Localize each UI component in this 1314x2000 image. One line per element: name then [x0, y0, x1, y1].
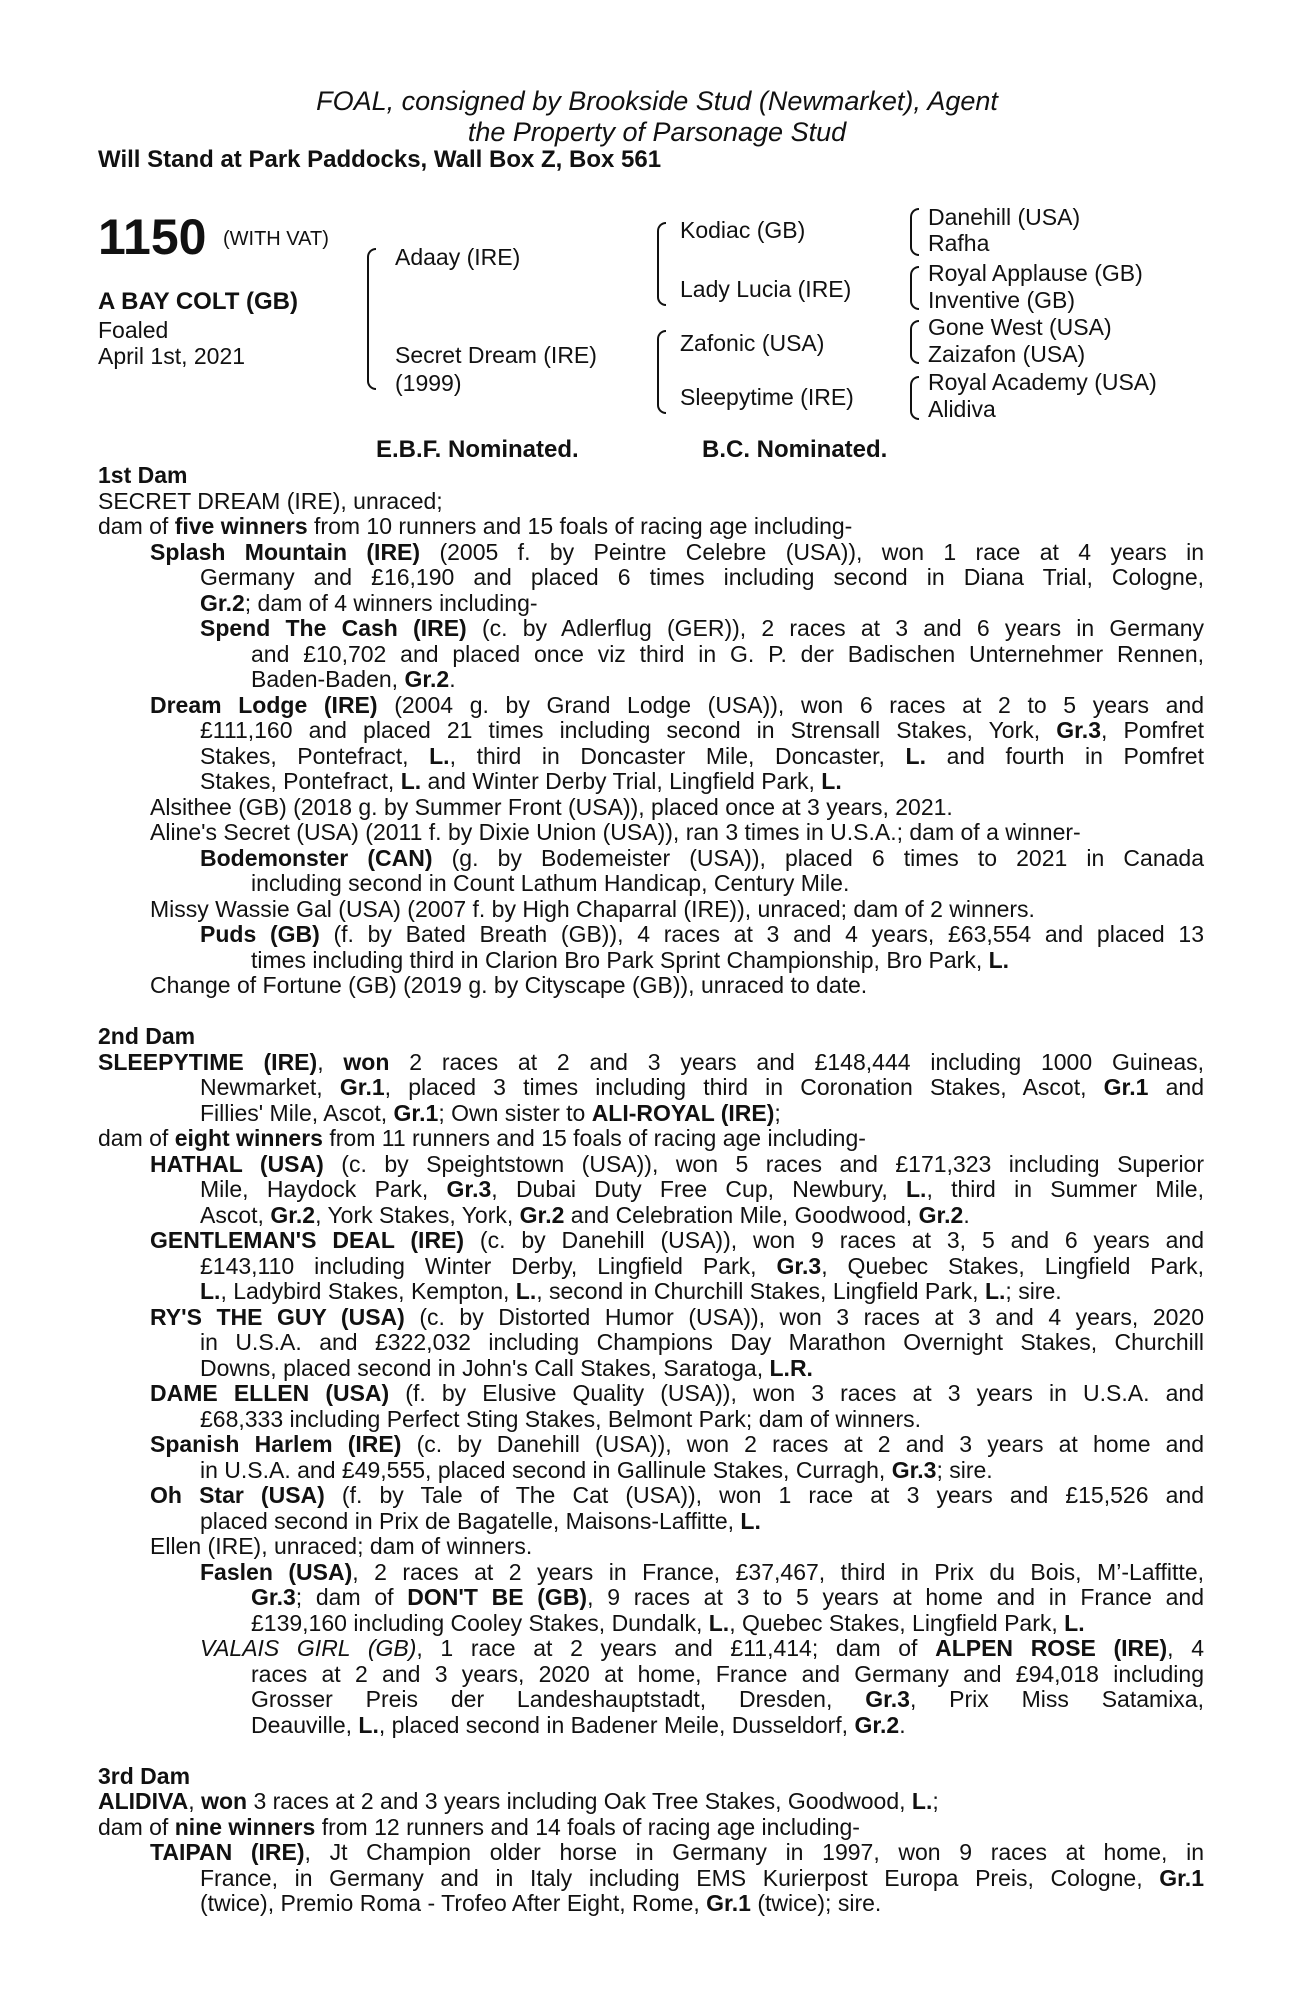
pedigree-sire-dam: Lady Lucia (IRE)	[680, 276, 852, 302]
pedigree-sire: Adaay (IRE)	[395, 244, 521, 270]
text-line: L., Ladybird Stakes, Kempton, L., second in Churchill Stakes, Lingfield Park, L.; sire.	[200, 1278, 1062, 1304]
pedigree-sire-sire: Kodiac (GB)	[680, 217, 806, 243]
pedigree-sdd: Inventive (GB)	[928, 287, 1075, 313]
pedigree-dam-dam: Sleepytime (IRE)	[680, 384, 854, 410]
first-dam-section	[98, 463, 1204, 999]
text-line: Gr.3; dam of DON'T BE (GB), 9 races at 3 to 5 years at home and in France and	[251, 1584, 1205, 1610]
pedigree-sss: Danehill (USA)	[928, 204, 1081, 230]
text-line: Fillies' Mile, Ascot, Gr.1; Own sister to ALI-ROYAL (IRE);	[200, 1099, 781, 1126]
text-line: SLEEPYTIME (IRE), won 2 races at 2 and 3 years and £148,444 including 1000 Guineas,	[98, 1048, 1205, 1075]
text-line: including second in Count Lathum Handicap, Century Mile.	[251, 870, 850, 896]
text-line: Baden-Baden, Gr.2.	[251, 666, 456, 692]
text-line: Ascot, Gr.2, York Stakes, York, Gr.2 and Celebration Mile, Goodwood, Gr.2.	[200, 1201, 970, 1228]
text-line: Change of Fortune (GB) (2019 g. by Cityscape (GB)), unraced to date.	[150, 972, 868, 998]
text-line: £143,110 including Winter Derby, Lingfield Park, Gr.3, Quebec Stakes, Lingfield Park,	[200, 1252, 1204, 1279]
pedigree-ssd: Rafha	[928, 230, 990, 256]
third-dam-section	[98, 1764, 1204, 1917]
pedigree-dam-sire: Zafonic (USA)	[680, 330, 825, 356]
text-line: Bodemonster (CAN) (g. by Bodemeister (USA)), placed 6 times to 2021 in Canada	[200, 844, 1204, 871]
second-dam-section	[98, 1024, 1204, 1738]
text-line: Stakes, Pontefract, L. and Winter Derby Trial, Lingfield Park, L.	[200, 768, 842, 794]
pedigree-dam-year: (1999)	[395, 370, 462, 396]
text-line: HATHAL (USA) (c. by Speightstown (USA)), won 5 races and £171,323 including Superior	[150, 1150, 1205, 1177]
text-line: Germany and £16,190 and placed 6 times including second in Diana Trial, Cologne,	[200, 564, 1204, 590]
text-line: Faslen (USA), 2 races at 2 years in France, £37,467, third in Prix du Bois, M’-Laffitte,	[200, 1558, 1204, 1585]
text-line: Stakes, Pontefract, L., third in Doncaster Mile, Doncaster, L. and fourth in Pomfret	[200, 742, 1204, 769]
pedigree-dds: Royal Academy (USA)	[928, 369, 1157, 395]
text-line: Spanish Harlem (IRE) (c. by Danehill (USA)), won 2 races at 2 and 3 years at home and	[150, 1431, 1205, 1457]
lot-description: A BAY COLT (GB)	[98, 288, 299, 315]
pedigree-sds: Royal Applause (GB)	[928, 260, 1143, 286]
text-line: Mile, Haydock Park, Gr.3, Dubai Duty Free Cup, Newbury, L., third in Summer Mile,	[200, 1176, 1204, 1202]
text-line: £68,333 including Perfect Sting Stakes, Belmont Park; dam of winners.	[200, 1405, 922, 1432]
text-line: placed second in Prix de Bagatelle, Maisons-Laffitte, L.	[200, 1507, 761, 1534]
text-line: France, in Germany and in Italy including EMS Kurierpost Europa Preis, Cologne, Gr.1	[200, 1864, 1204, 1891]
pedigree-dsd: Zaizafon (USA)	[928, 341, 1086, 367]
text-line: Alsithee (GB) (2018 g. by Summer Front (USA)), placed once at 3 years, 2021.	[150, 793, 953, 820]
text-line: Puds (GB) (f. by Bated Breath (GB)), 4 races at 3 and 4 years, £63,554 and placed 13	[200, 921, 1204, 947]
text-line: £111,160 and placed 21 times including second in Strensall Stakes, York, Gr.3, Pomfret	[200, 717, 1204, 743]
brace-gen3-4	[910, 376, 919, 420]
foaled-label: Foaled	[98, 317, 169, 343]
text-line: Newmarket, Gr.1, placed 3 times including third in Coronation Stakes, Ascot, Gr.1 and	[200, 1074, 1204, 1100]
brace-gen3-2	[910, 266, 919, 310]
foaled-date: April 1st, 2021	[98, 343, 246, 369]
text-line: in U.S.A. and £49,555, placed second in Gallinule Stakes, Curragh, Gr.3; sire.	[200, 1456, 993, 1483]
text-line: Splash Mountain (IRE) (2005 f. by Peintre Celebre (USA)), won 1 race at 4 years in	[150, 538, 1204, 565]
catalogue-body	[98, 463, 1204, 1917]
section-heading: 1st Dam	[98, 462, 188, 488]
header-line-2: the Property of Parsonage Stud	[467, 117, 847, 147]
pedigree-ddd: Alidiva	[928, 396, 996, 422]
text-line: £139,160 including Cooley Stakes, Dundalk, L., Quebec Stakes, Lingfield Park, L.	[251, 1609, 1085, 1636]
text-line: Missy Wassie Gal (USA) (2007 f. by High Chaparral (IRE)), unraced; dam of 2 winners.	[150, 895, 1035, 922]
text-line: Aline's Secret (USA) (2011 f. by Dixie Union (USA)), ran 3 times in U.S.A.; dam of a winner-	[150, 819, 1081, 845]
text-line: (twice), Premio Roma - Trofeo After Eight, Rome, Gr.1 (twice); sire.	[200, 1890, 882, 1916]
text-line: SECRET DREAM (IRE), unraced;	[98, 487, 443, 514]
brace-sire-dam	[367, 248, 376, 390]
text-line: Gr.2; dam of 4 winners including-	[200, 589, 538, 616]
text-line: Grosser Preis der Landeshauptstadt, Dresden, Gr.3, Prix Miss Satamixa,	[251, 1686, 1204, 1712]
header-line-1: FOAL, consigned by Brookside Stud (Newmarket), Agent	[316, 86, 998, 116]
brace-gen3-1	[910, 208, 919, 256]
text-line: and £10,702 and placed once viz third in G. P. der Badischen Unternehmer Rennen,	[251, 640, 1204, 667]
section-heading: 2nd Dam	[98, 1023, 196, 1049]
text-line: GENTLEMAN'S DEAL (IRE) (c. by Danehill (USA)), won 9 races at 3, 5 and 6 years and	[150, 1227, 1204, 1253]
text-line: races at 2 and 3 years, 2020 at home, France and Germany and £94,018 including	[251, 1660, 1204, 1687]
text-line: DAME ELLEN (USA) (f. by Elusive Quality (USA)), won 3 races at 3 years in U.S.A. and	[150, 1380, 1204, 1406]
text-line: Oh Star (USA) (f. by Tale of The Cat (USA)), won 1 race at 3 years and £15,526 and	[150, 1482, 1204, 1508]
text-line: dam of eight winners from 11 runners and 15 foals of racing age including-	[98, 1125, 866, 1151]
stand-location: Will Stand at Park Paddocks, Wall Box Z, Box 561	[98, 146, 662, 173]
ebf-nominated: E.B.F. Nominated.	[376, 436, 579, 463]
text-line: times including third in Clarion Bro Park Sprint Championship, Bro Park, L.	[251, 946, 1010, 973]
bc-nominated: B.C. Nominated.	[702, 436, 888, 463]
text-line: ALIDIVA, won 3 races at 2 and 3 years including Oak Tree Stakes, Goodwood, L.;	[98, 1788, 939, 1814]
text-line: TAIPAN (IRE), Jt Champion older horse in Germany in 1997, won 9 races at home, in	[150, 1839, 1205, 1865]
text-line: Ellen (IRE), unraced; dam of winners.	[150, 1533, 533, 1559]
lot-number: 1150	[98, 209, 207, 265]
pedigree-dss: Gone West (USA)	[928, 314, 1112, 340]
vat-label: (WITH VAT)	[223, 228, 329, 250]
brace-gen3-3	[910, 320, 919, 364]
brace-dam-parents	[657, 330, 666, 414]
section-heading: 3rd Dam	[98, 1762, 191, 1789]
text-line: in U.S.A. and £322,032 including Champions Day Marathon Overnight Stakes, Churchill	[200, 1329, 1204, 1355]
text-line: Deauville, L., placed second in Badener Meile, Dusseldorf, Gr.2.	[251, 1711, 906, 1738]
text-line: Dream Lodge (IRE) (2004 g. by Grand Lodge (USA)), won 6 races at 2 to 5 years and	[150, 691, 1204, 718]
pedigree-dam: Secret Dream (IRE)	[395, 342, 597, 368]
text-line: dam of five winners from 10 runners and 15 foals of racing age including-	[98, 513, 853, 539]
text-line: dam of nine winners from 12 runners and 14 foals of racing age including-	[98, 1813, 860, 1840]
text-line: Downs, placed second in John's Call Stakes, Saratoga, L.R.	[200, 1354, 813, 1381]
text-line: Spend The Cash (IRE) (c. by Adlerflug (GER)), 2 races at 3 and 6 years in Germany	[200, 615, 1205, 641]
brace-sire-parents	[657, 222, 666, 306]
text-line: VALAIS GIRL (GB), 1 race at 2 years and £11,414; dam of ALPEN ROSE (IRE), 4	[200, 1635, 1204, 1661]
text-line: RY'S THE GUY (USA) (c. by Distorted Humor (USA)), won 3 races at 3 and 4 years, 2020	[150, 1303, 1204, 1330]
